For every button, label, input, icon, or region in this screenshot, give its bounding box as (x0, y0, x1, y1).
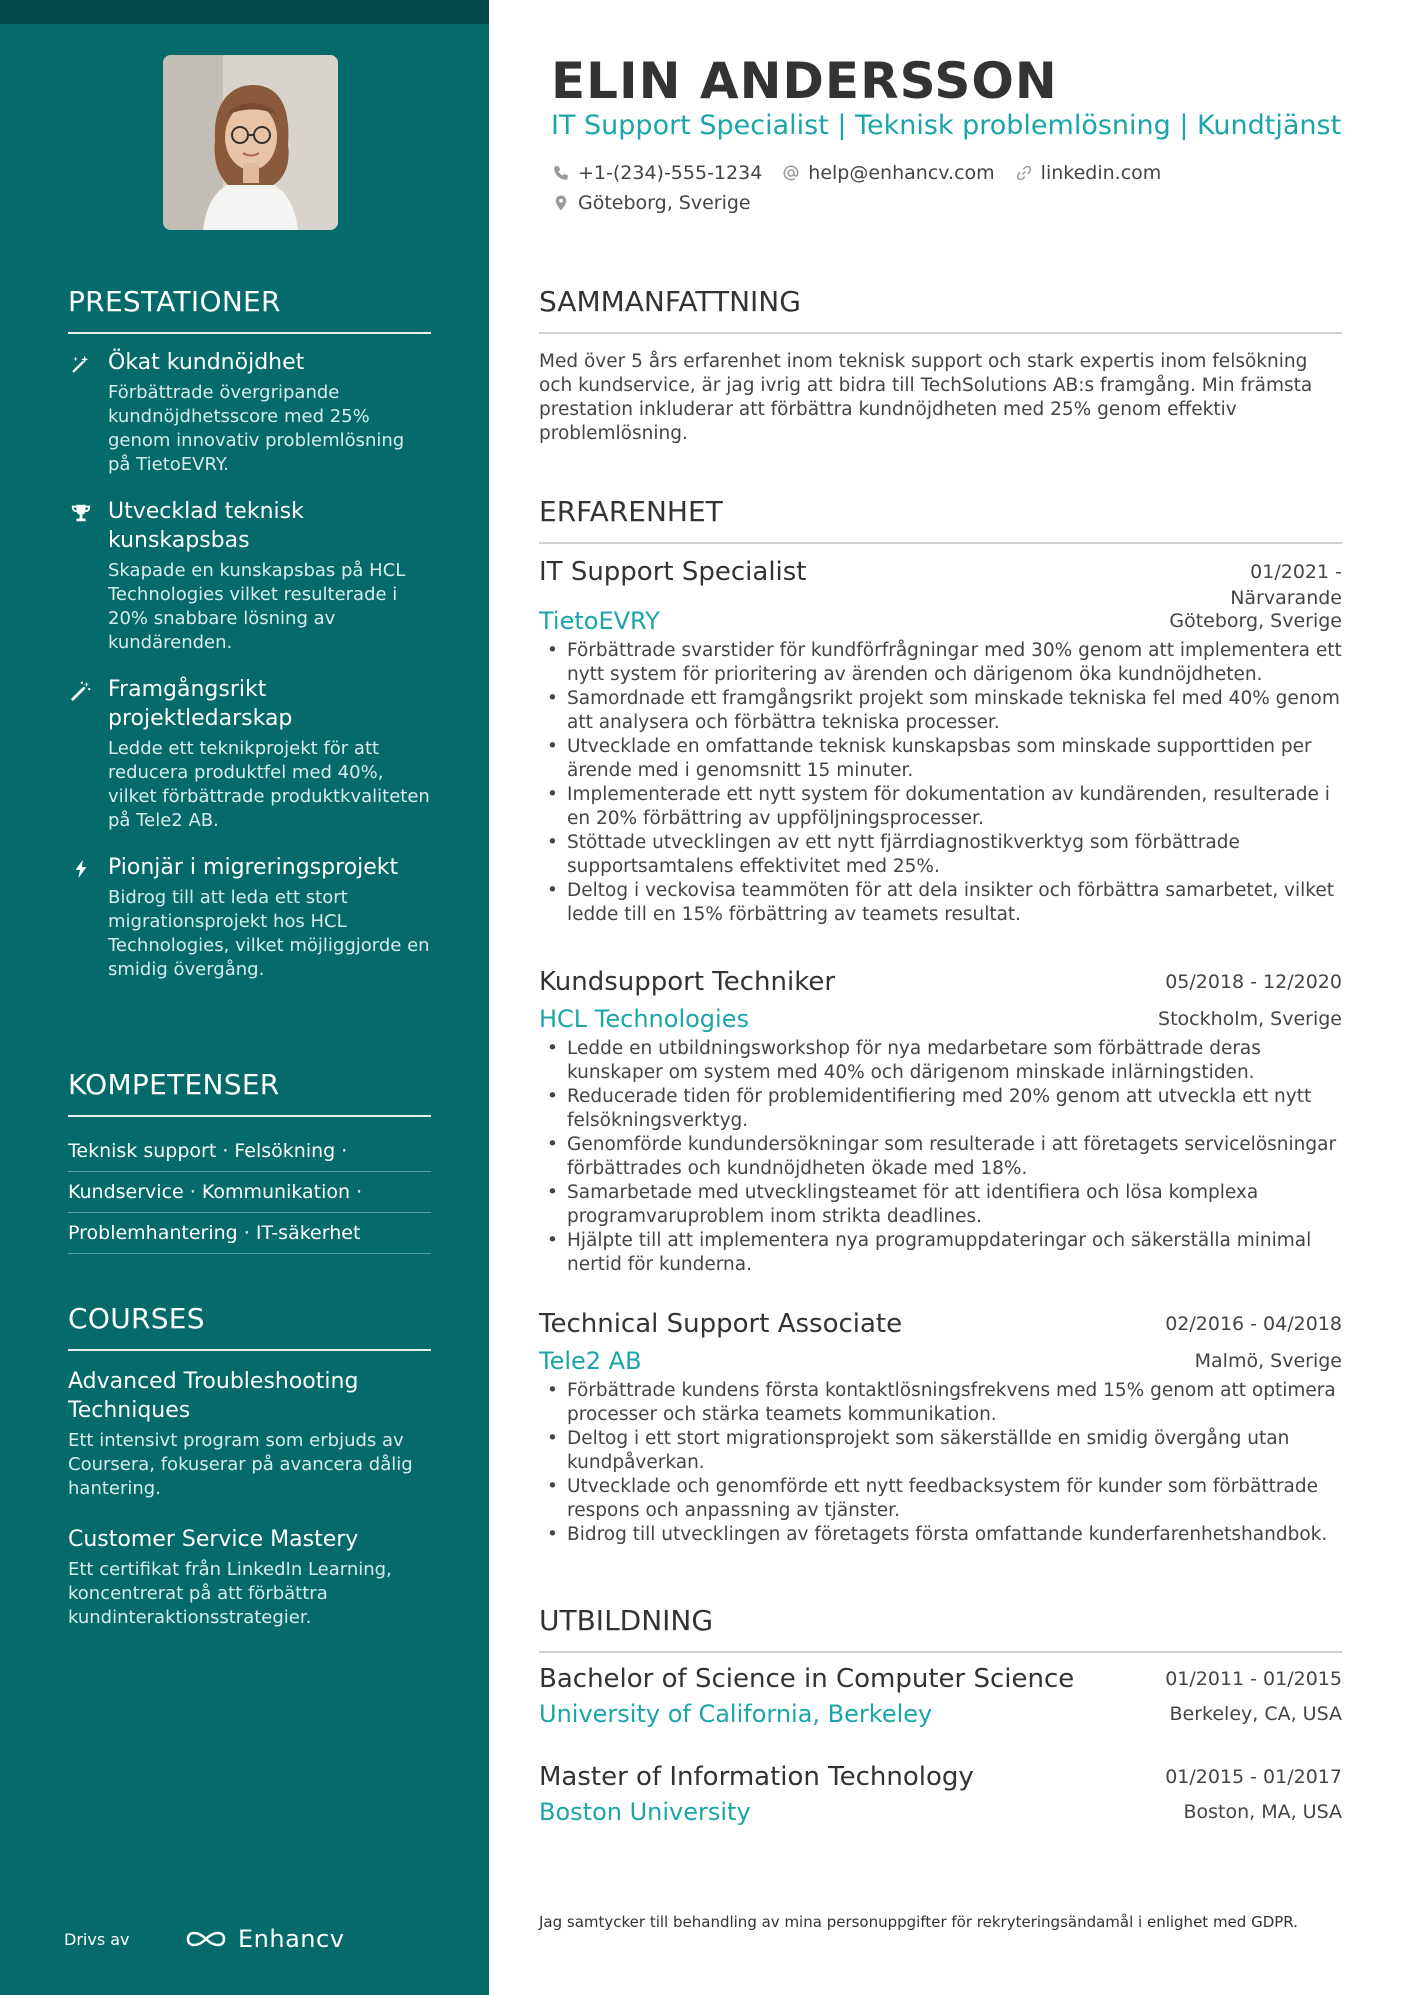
wand-sparkle-icon (68, 678, 94, 704)
skill-line: Teknisk support · Felsökning · (68, 1131, 431, 1172)
school-location: Boston, MA, USA (1183, 1801, 1342, 1823)
job-dates-start: 01/2021 - (1250, 561, 1342, 583)
school-location: Berkeley, CA, USA (1169, 1703, 1342, 1725)
degree-title: Bachelor of Science in Computer Science (539, 1664, 1075, 1694)
phone-contact (552, 162, 762, 184)
job-location: Göteborg, Sverige (1169, 610, 1342, 632)
candidate-name: ELIN ANDERSSON (551, 52, 1058, 110)
job-title: IT Support Specialist (539, 557, 807, 587)
courses-section (68, 1302, 431, 1654)
lightning-icon (68, 856, 94, 882)
profile-photo-illustration (163, 55, 338, 230)
experience-title: ERFARENHET (539, 495, 1342, 544)
linkedin-link: linkedin.com (1040, 162, 1162, 184)
location-contact (552, 192, 751, 214)
job-dates (1230, 559, 1342, 611)
achievement-item (68, 853, 431, 982)
job-dates: 02/2016 - 04/2018 (1165, 1313, 1342, 1335)
phone-number: +1-(234)-555-1234 (578, 162, 763, 184)
degree-title: Master of Information Technology (539, 1762, 974, 1792)
achievement-item (68, 675, 431, 833)
achievement-description: Skapade en kunskapsbas på HCL Technologies vilket resulterade i 20% snabbare lösning av kundärenden. (108, 560, 406, 653)
candidate-headline: IT Support Specialist | Teknisk problemlösning | Kundtjänst (551, 110, 1342, 141)
education-entry (539, 1664, 1342, 1728)
achievement-title: Framgångsrikt projektledarskap (108, 677, 293, 731)
linkedin-contact[interactable] (1015, 162, 1162, 184)
job-bullet: • Utvecklade och genomförde ett nytt feedbacksystem för kunder som förbättrade respons och anpassning av tjänster. (539, 1475, 1342, 1523)
job-dates-end: Närvarande (1230, 587, 1342, 609)
job-bullet: • Deltog i ett stort migrationsprojekt som säkerställde en smidig övergång utan kundpåverkan. (539, 1427, 1342, 1475)
job-location: Malmö, Sverige (1194, 1350, 1342, 1372)
achievement-description: Ledde ett teknikprojekt för att reducera produktfel med 40%, vilket förbättrade produktkvaliteten på Tele2 AB. (108, 738, 430, 831)
job-dates: 05/2018 - 12/2020 (1165, 971, 1342, 993)
job-title: Technical Support Associate (539, 1309, 903, 1339)
magic-wand-icon (68, 351, 94, 377)
job-bullet: • Genomförde kundundersökningar som resulterade i att företagets servicelösningar förbättrades och kundnöjdheten ökade med 18%. (539, 1133, 1342, 1181)
job-bullet: • Deltog i veckovisa teammöten för att dela insikter och förbättra samarbetet, vilket ledde till en 15% förbättring av teamets resultat. (539, 879, 1342, 927)
job-bullet: • Reducerade tiden för problemidentifiering med 20% genom att utveckla ett nytt felsökningsverktyg. (539, 1085, 1342, 1133)
summary-text: Med över 5 års erfarenhet inom teknisk support och stark expertis inom felsökning och kundservice, är jag ivrig att bidra till TechSolutions AB:s framgång. Min främsta prestation inkluderar att förbättra kundnöjdheten med 25% genom effektiv problemlösning. (539, 351, 1313, 444)
skill-line: Kundservice · Kommunikation · (68, 1172, 431, 1213)
course-description: Ett certifikat från LinkedIn Learning, koncentrerat på att förbättra kundinteraktionsstrategier. (68, 1559, 392, 1628)
skill-line: Problemhantering · IT-säkerhet (68, 1213, 431, 1254)
course-item (68, 1367, 431, 1501)
education-dates: 01/2015 - 01/2017 (1165, 1766, 1342, 1788)
job-bullet: • Förbättrade svarstider för kundförfrågningar med 30% genom att implementera ett nytt system för prioritering av ärenden och därigenom öka kundnöjdheten. (539, 639, 1342, 687)
job-bullet: • Hjälpte till att implementera nya programuppdateringar och säkerställa minimal nertid för kunderna. (539, 1229, 1342, 1277)
achievements-title: PRESTATIONER (68, 285, 431, 334)
phone-icon (552, 164, 570, 182)
enhancv-logo[interactable] (184, 1925, 344, 1953)
achievement-title: Ökat kundnöjdhet (108, 350, 305, 375)
gdpr-consent-note: Jag samtycker till behandling av mina personuppgifter för rekryteringsändamål i enlighet med GDPR. (539, 1913, 1298, 1931)
job-entry (539, 555, 1342, 927)
job-bullet: • Implementerade ett nytt system för dokumentation av kundärenden, resulterade i en 20% förbättring av uppföljningsprocesser. (539, 783, 1342, 831)
profile-photo (163, 55, 338, 230)
course-title: Advanced Troubleshooting Techniques (68, 1369, 359, 1423)
achievement-description: Bidrog till att leda ett stort migrationsprojekt hos HCL Technologies, vilket möjliggjorde en smidig övergång. (108, 887, 430, 980)
location-text: Göteborg, Sverige (578, 192, 751, 214)
skills-section (68, 1068, 431, 1254)
location-pin-icon (552, 194, 570, 212)
email-address: help@enhancv.com (808, 162, 995, 184)
achievement-item (68, 497, 431, 655)
school-name: University of California, Berkeley (539, 1700, 933, 1728)
sidebar-top-bar (0, 0, 489, 24)
job-bullet: • Stöttade utvecklingen av ett nytt fjärrdiagnostikverktyg som förbättrade supportsamtalens effektivitet med 25%. (539, 831, 1342, 879)
achievement-title: Utvecklad teknisk kunskapsbas (108, 499, 304, 553)
education-entry (539, 1762, 1342, 1826)
courses-title: COURSES (68, 1302, 431, 1351)
school-name: Boston University (539, 1798, 751, 1826)
enhancv-logo-icon (184, 1926, 228, 1952)
link-icon (1015, 164, 1033, 182)
powered-by-label: Drivs av (64, 1930, 130, 1949)
at-icon (782, 164, 800, 182)
company-name: HCL Technologies (539, 1005, 749, 1033)
achievement-description: Förbättrade övergripande kundnöjdhetsscore med 25% genom innovativ problemlösning på TietoEVRY. (108, 382, 405, 475)
course-title: Customer Service Mastery (68, 1527, 359, 1552)
job-bullet: • Bidrog till utvecklingen av företagets första omfattande kunderfarenhetshandbok. (539, 1523, 1342, 1547)
job-bullet: • Förbättrade kundens första kontaktlösningsfrekvens med 15% genom att optimera processer och stärka teamets kommunikation. (539, 1379, 1342, 1427)
contact-row (552, 162, 1161, 184)
email-contact[interactable] (782, 162, 994, 184)
company-name: TietoEVRY (539, 607, 660, 635)
company-name: Tele2 AB (539, 1347, 642, 1375)
job-bullet: • Samarbetade med utvecklingsteamet för att identifiera och lösa komplexa programvaruproblem inom strikta deadlines. (539, 1181, 1342, 1229)
job-bullet: • Ledde en utbildningsworkshop för nya medarbetare som förbättrade deras kunskaper om system med 40% och därigenom minskade inlärningstiden. (539, 1037, 1342, 1085)
achievement-title: Pionjär i migreringsprojekt (108, 855, 399, 880)
job-location: Stockholm, Sverige (1158, 1008, 1342, 1030)
achievement-item (68, 348, 431, 477)
education-dates: 01/2011 - 01/2015 (1165, 1668, 1342, 1690)
skills-title: KOMPETENSER (68, 1068, 431, 1117)
location-row (552, 192, 751, 214)
job-entry (539, 965, 1342, 1277)
job-bullet: • Samordnade ett framgångsrikt projekt som minskade tekniska fel med 40% genom att analysera och förbättra tekniska processer. (539, 687, 1342, 735)
course-item (68, 1525, 431, 1630)
achievements-section (68, 285, 431, 1002)
job-title: Kundsupport Techniker (539, 967, 836, 997)
course-description: Ett intensivt program som erbjuds av Coursera, fokuserar på avancera dålig hantering. (68, 1430, 413, 1499)
trophy-icon (68, 500, 94, 526)
sidebar (0, 0, 489, 1995)
job-entry (539, 1307, 1342, 1547)
education-title: UTBILDNING (539, 1604, 1342, 1653)
enhancv-logo-text: Enhancv (238, 1925, 345, 1953)
job-bullet: • Utvecklade en omfattande teknisk kunskapsbas som minskade supporttiden per ärende med i genomsnitt 15 minuter. (539, 735, 1342, 783)
summary-title: SAMMANFATTNING (539, 285, 1342, 334)
